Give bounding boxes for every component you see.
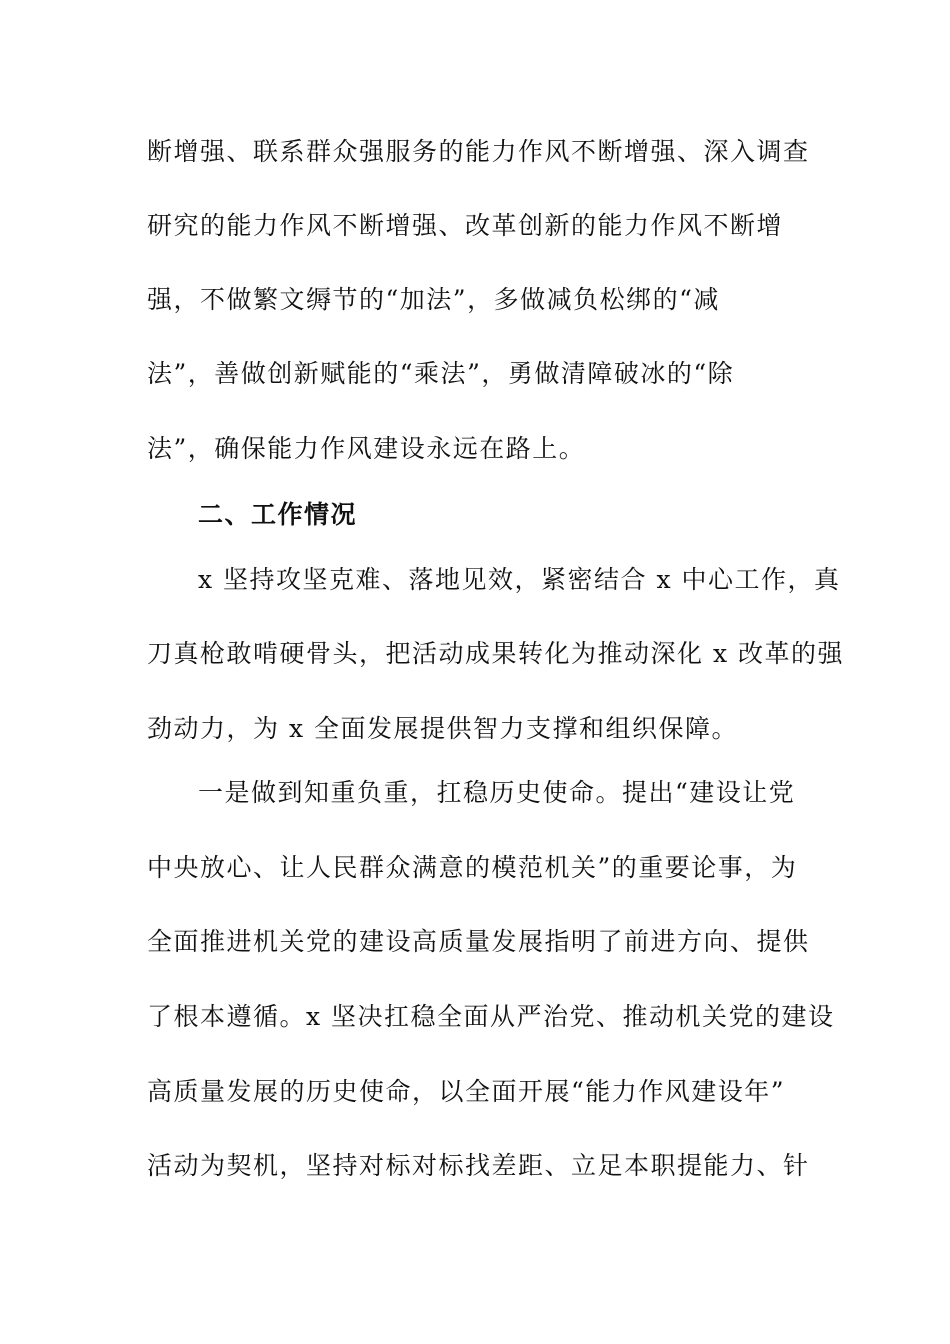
paragraph-first-line: x 坚持攻坚克难、落地见效，紧密结合 x 中心工作，真 xyxy=(198,565,841,594)
body-text-line: 法”，确保能力作风建设永远在路上。 xyxy=(147,434,586,463)
body-text-line: 全面推进机关党的建设高质量发展指明了前进方向、提供 xyxy=(147,927,810,956)
body-text-line: 法”，善做创新赋能的“乘法”，勇做清障破冰的“除 xyxy=(147,359,735,388)
body-text-line: 断增强、联系群众强服务的能力作风不断增强、深入调查 xyxy=(147,137,810,166)
body-text-line: 劲动力，为 x 全面发展提供智力支撑和组织保障。 xyxy=(147,714,738,743)
paragraph-first-line: 一是做到知重负重，扛稳历史使命。提出“建设让党 xyxy=(198,778,796,807)
body-text-line: 强，不做繁文缛节的“加法”，多做减负松绑的“减 xyxy=(147,285,720,314)
body-text-line: 了根本遵循。x 坚决扛稳全面从严治党、推动机关党的建设 xyxy=(147,1002,835,1031)
body-text-line: 中央放心、让人民群众满意的模范机关”的重要论事，为 xyxy=(147,853,798,882)
body-text-line: 活动为契机，坚持对标对标找差距、立足本职提能力、针 xyxy=(147,1151,810,1180)
body-text-line: 高质量发展的历史使命，以全面开展“能力作风建设年” xyxy=(147,1077,786,1106)
body-text-line: 研究的能力作风不断增强、改革创新的能力作风不断增 xyxy=(147,211,784,240)
section-heading: 二、工作情况 xyxy=(198,500,358,529)
body-text-line: 刀真枪敢啃硬骨头，把活动成果转化为推动深化 x 改革的强 xyxy=(147,639,844,668)
